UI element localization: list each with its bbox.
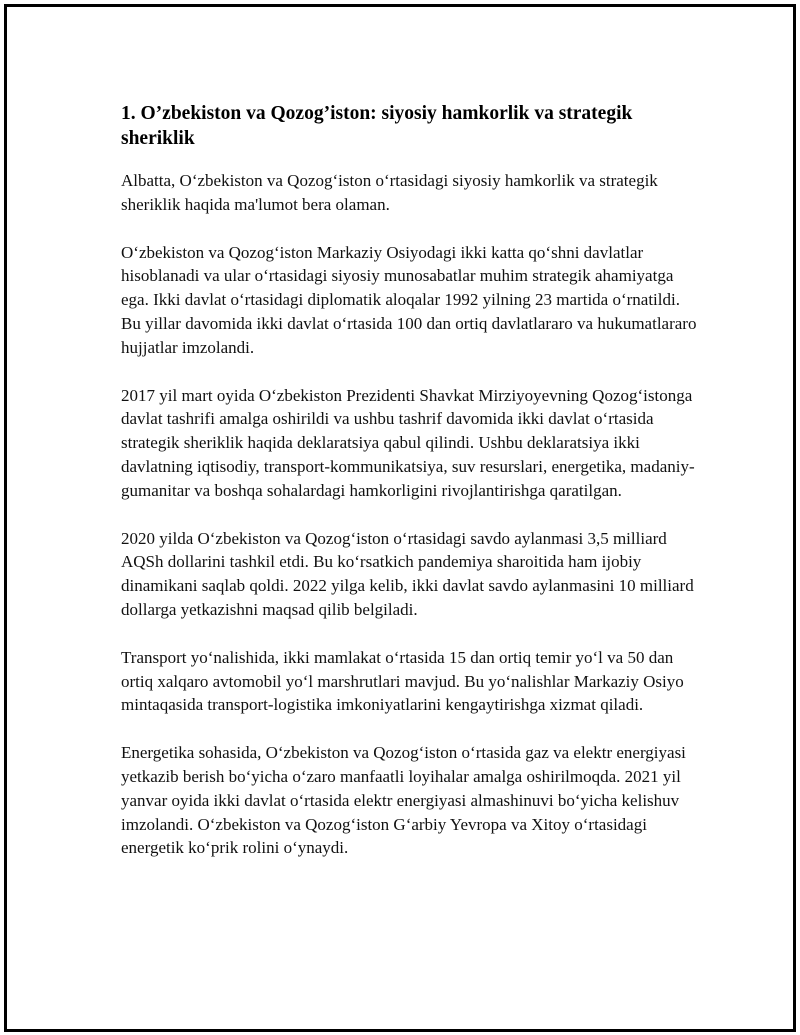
page-frame — [4, 4, 796, 1032]
paragraph-intro: Albatta, O‘zbekiston va Qozog‘iston o‘rtasidagi siyosiy hamkorlik va strategik sheriklik haqida ma'lumot bera olaman. — [121, 171, 658, 214]
paragraph-diplomatic-relations: O‘zbekiston va Qozog‘iston Markaziy Osiyodagi ikki katta qo‘shni davlatlar hisoblanadi va ular o‘rtasidagi siyosiy munosabatlar muhim strategik ahamiyatga ega. Ikki davlat o‘rtasidagi diplomatik aloqalar 1992 yilning 23 martida o‘rnatildi. Bu yillar davomida ikki davlat o‘rtasida 100 dan ortiq davlatlararo va hukumatlararo hujjatlar imzolandi. — [121, 242, 697, 357]
paragraph-strategic-partnership: 2017 yil mart oyida O‘zbekiston Prezidenti Shavkat Mirziyoyevning Qozog‘istonga davlat tashrifi amalga oshirildi va ushbu tashrif davomida ikki davlat o‘rtasida strategik sheriklik haqida deklaratsiya qabul qilindi. Ushbu deklaratsiya ikki davlatning iqtisodiy, transport-kommunikatsiya, suv resurslari, energetika, madaniy-gumanitar va boshqa sohalardagi hamkorligini rivojlantirishga qaratilgan. — [121, 385, 695, 500]
paragraph-transport: Transport yo‘nalishida, ikki mamlakat o‘rtasida 15 dan ortiq temir yo‘l va 50 dan ortiq xalqaro avtomobil yo‘l marshrutlari mavjud. Bu yo‘nalishlar Markaziy Osiyo mintaqasida transport-logistika imkoniyatlarini kengaytirishga xizmat qiladi. — [121, 647, 684, 715]
document-body — [121, 101, 701, 884]
paragraph-energy: Energetika sohasida, O‘zbekiston va Qozog‘iston o‘rtasida gaz va elektr energiyasi yetkazib berish bo‘yicha o‘zaro manfaatli loyihalar amalga oshirilmoqda. 2021 yil yanvar oyida ikki davlat o‘rtasida elektr energiyasi almashinuvi bo‘yicha kelishuv imzolandi. O‘zbekiston va Qozog‘iston G‘arbiy Yevropa va Xitoy o‘rtasidagi energetik ko‘prik rolini o‘ynaydi. — [121, 743, 686, 858]
document-title: 1. O’zbekiston va Qozog’iston: siyosiy hamkorlik va strategik sheriklik — [121, 103, 633, 149]
paragraph-trade: 2020 yilda O‘zbekiston va Qozog‘iston o‘rtasidagi savdo aylanmasi 3,5 milliard AQSh dollarini tashkil etdi. Bu ko‘rsatkich pandemiya sharoitida ham ijobiy dinamikani saqlab qoldi. 2022 yilga kelib, ikki davlat savdo aylanmasini 10 milliard dollarga yetkazishni maqsad qilib belgiladi. — [121, 528, 694, 619]
